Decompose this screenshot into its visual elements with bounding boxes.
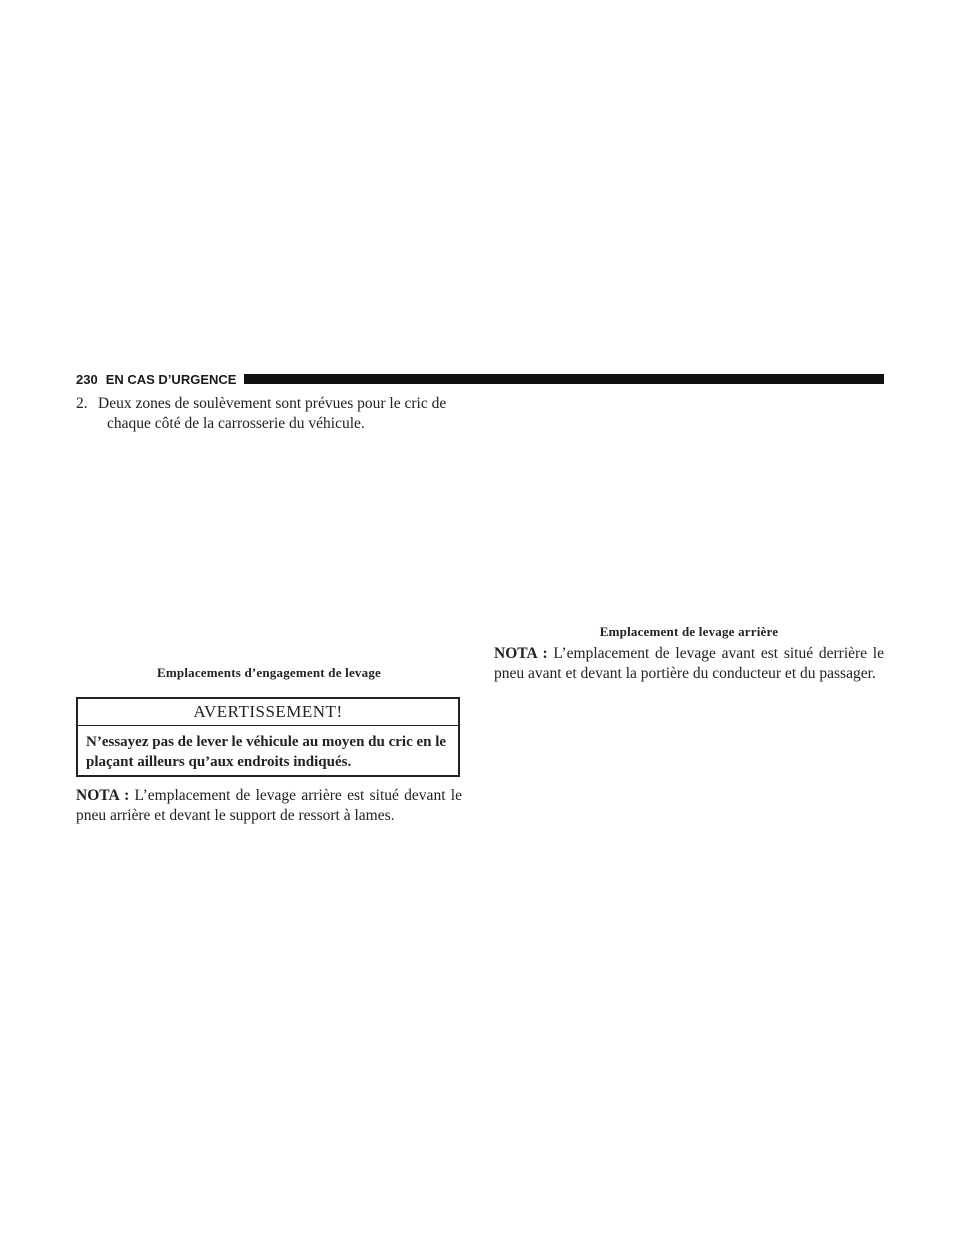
caption-lift-locations: Emplacements d’engagement de levage xyxy=(157,665,381,680)
list-item-line1: Deux zones de soulèvement sont prévues pour le cric de xyxy=(98,395,447,412)
list-item xyxy=(76,394,466,434)
header-rule xyxy=(244,374,884,384)
note-label: NOTA : xyxy=(76,787,130,804)
warning-box xyxy=(76,697,460,777)
section-title: EN CAS D’URGENCE xyxy=(105,371,237,387)
note-text: L’emplacement de levage arrière est situé devant le pneu arrière et devant le support de ressort à lames. xyxy=(76,787,462,824)
warning-body: N’essayez pas de lever le véhicule au moyen du cric en le plaçant ailleurs qu’aux endroits indiqués. xyxy=(86,734,447,770)
list-item-line2: chaque côté de la carrosserie du véhicule. xyxy=(107,415,365,432)
note-front-lift xyxy=(494,644,884,684)
page-number: 230 xyxy=(76,371,98,387)
warning-title: AVERTISSEMENT! xyxy=(78,699,458,726)
note-text: L’emplacement de levage avant est situé derrière le pneu avant et devant la portière du conducteur et du passager. xyxy=(494,645,884,682)
page-header xyxy=(76,369,884,389)
note-rear-lift xyxy=(76,786,462,826)
caption-rear-lift-location: Emplacement de levage arrière xyxy=(599,624,779,639)
note-label: NOTA : xyxy=(494,645,548,662)
list-item-number: 2. xyxy=(76,395,88,412)
